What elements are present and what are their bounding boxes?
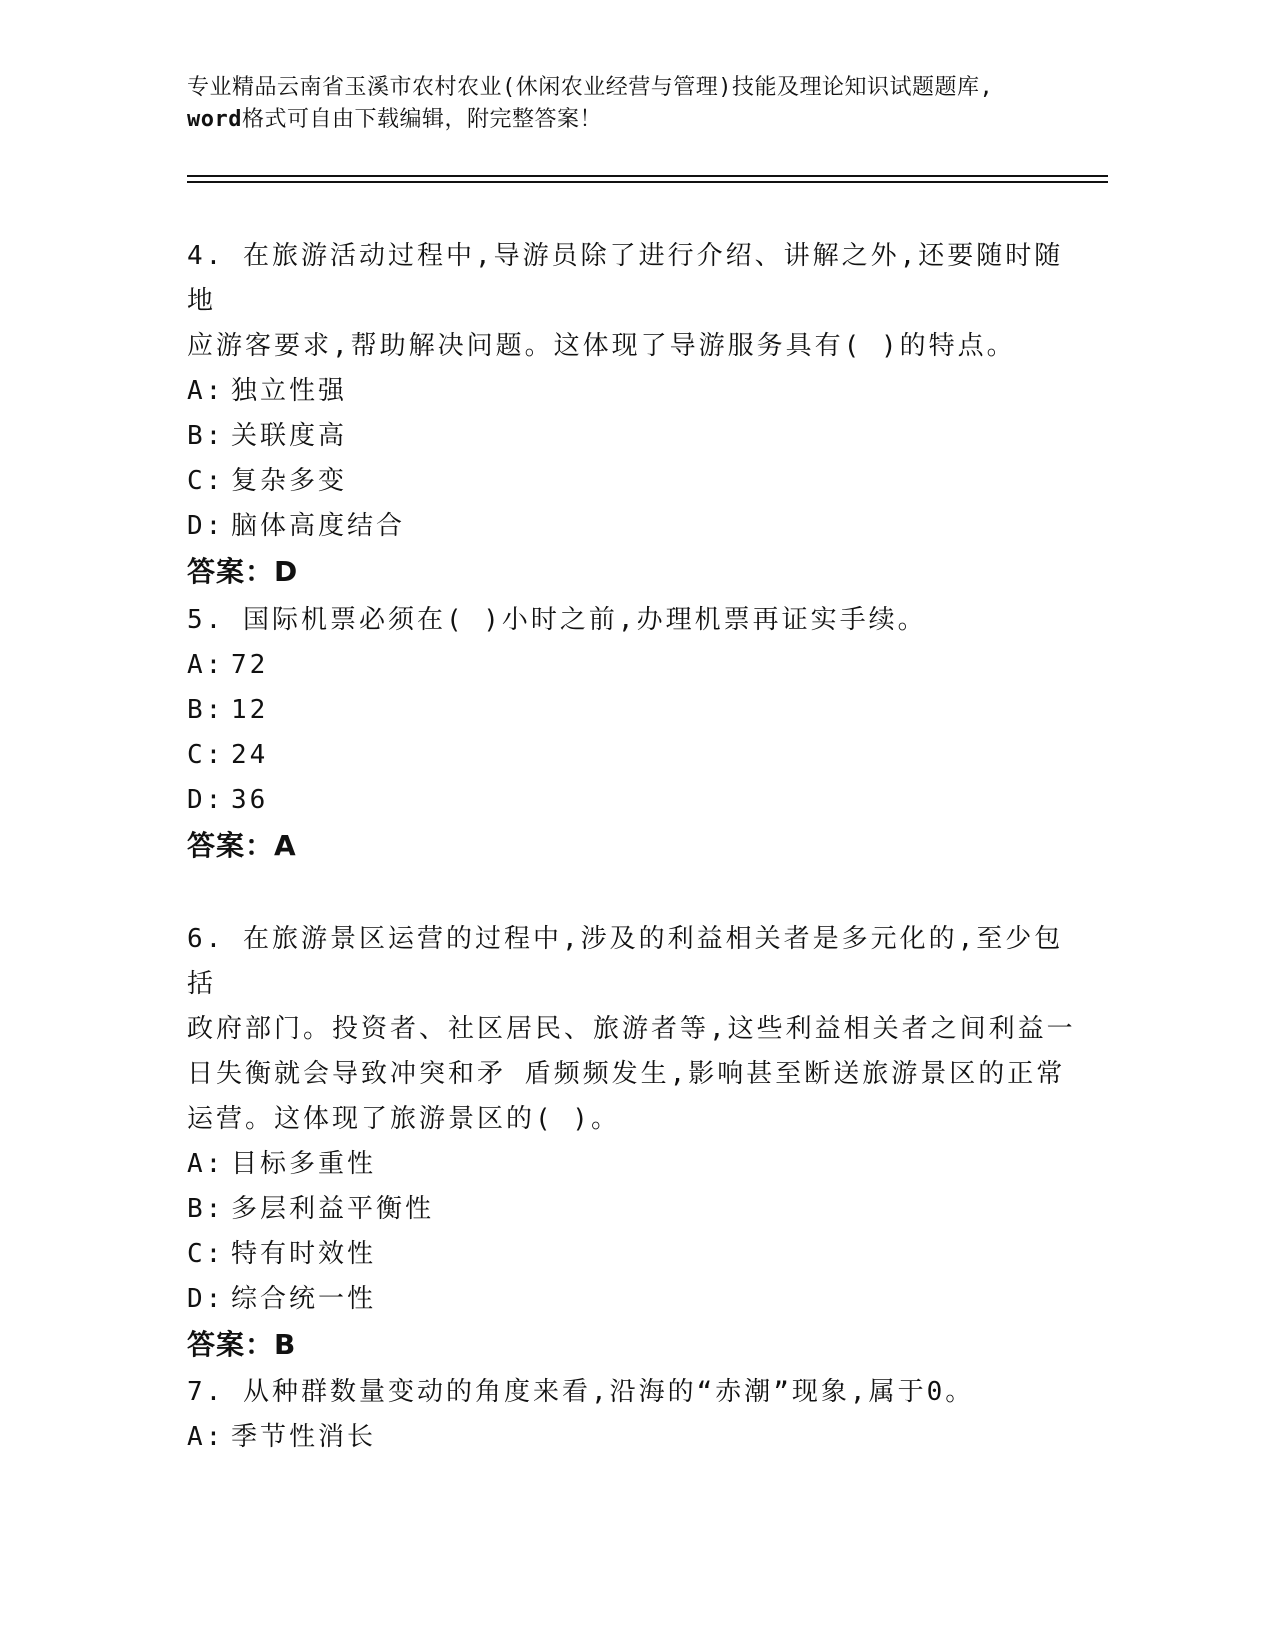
header-subtitle-line <box>187 104 1087 136</box>
option-d <box>187 504 1087 549</box>
option-key: B: <box>187 421 225 451</box>
question-stem-line: 5. 国际机票必须在( )小时之前,办理机票再证实手续。 <box>187 605 927 635</box>
option-a <box>187 369 1087 414</box>
header-title-line: 专业精品云南省玉溪市农村农业(休闲农业经营与管理)技能及理论知识试题题库, <box>187 75 994 100</box>
option-text: 季节性消长 <box>231 1422 377 1452</box>
option-c <box>187 459 1087 504</box>
option-key: A: <box>187 1149 225 1179</box>
question-7 <box>187 1370 1087 1460</box>
question-4 <box>187 234 1087 594</box>
option-key: B: <box>187 1194 225 1224</box>
document-header <box>187 72 1087 136</box>
answer-line: 答案：B <box>187 1328 297 1361</box>
option-key: D: <box>187 1284 225 1314</box>
option-c <box>187 1232 1087 1277</box>
question-6 <box>187 917 1087 1367</box>
option-c <box>187 733 1087 778</box>
option-b <box>187 1187 1087 1232</box>
question-stem-line: 4. 在旅游活动过程中,导游员除了进行介绍、讲解之外,还要随时随地 <box>187 241 1064 316</box>
header-divider-top <box>187 175 1108 177</box>
header-subtitle-text: 格式可自由下载编辑，附完整答案！ <box>241 107 602 132</box>
option-text: 独立性强 <box>231 376 348 406</box>
option-b <box>187 414 1087 459</box>
question-stem-line: 6. 在旅游景区运营的过程中,涉及的利益相关者是多元化的,至少包括 <box>187 924 1064 999</box>
option-key: B: <box>187 695 225 725</box>
option-b <box>187 688 1087 733</box>
header-divider-bottom <box>187 181 1108 183</box>
option-a <box>187 643 1087 688</box>
header-word-label: word <box>187 107 242 132</box>
option-key: D: <box>187 511 225 541</box>
option-text: 24 <box>231 740 269 770</box>
option-a <box>187 1415 1087 1460</box>
option-key: A: <box>187 376 225 406</box>
answer-line: 答案：D <box>187 555 299 588</box>
option-text: 目标多重性 <box>231 1149 377 1179</box>
option-key: C: <box>187 466 225 496</box>
option-key: A: <box>187 650 225 680</box>
option-text: 12 <box>231 695 269 725</box>
option-text: 复杂多变 <box>231 466 348 496</box>
answer-line: 答案：A <box>187 829 297 862</box>
question-stem-line: 运营。这体现了旅游景区的( )。 <box>187 1104 620 1134</box>
option-text: 多层利益平衡性 <box>231 1194 435 1224</box>
option-text: 关联度高 <box>231 421 348 451</box>
option-a <box>187 1142 1087 1187</box>
question-stem-line: 政府部门。投资者、社区居民、旅游者等,这些利益相关者之间利益一 <box>187 1014 1076 1044</box>
question-stem-line: 日失衡就会导致冲突和矛 盾频频发生,影响甚至断送旅游景区的正常 <box>187 1059 1066 1089</box>
option-d <box>187 778 1087 823</box>
option-text: 36 <box>231 785 269 815</box>
question-5 <box>187 598 1087 868</box>
option-key: C: <box>187 740 225 770</box>
question-stem-line: 应游客要求,帮助解决问题。这体现了导游服务具有( )的特点。 <box>187 331 1016 361</box>
option-text: 脑体高度结合 <box>231 511 406 541</box>
question-stem-line: 7. 从种群数量变动的角度来看,沿海的“赤潮”现象,属于0。 <box>187 1377 975 1407</box>
option-key: A: <box>187 1422 225 1452</box>
option-text: 特有时效性 <box>231 1239 377 1269</box>
option-key: D: <box>187 785 225 815</box>
option-d <box>187 1277 1087 1322</box>
option-text: 72 <box>231 650 269 680</box>
option-key: C: <box>187 1239 225 1269</box>
option-text: 综合统一性 <box>231 1284 377 1314</box>
